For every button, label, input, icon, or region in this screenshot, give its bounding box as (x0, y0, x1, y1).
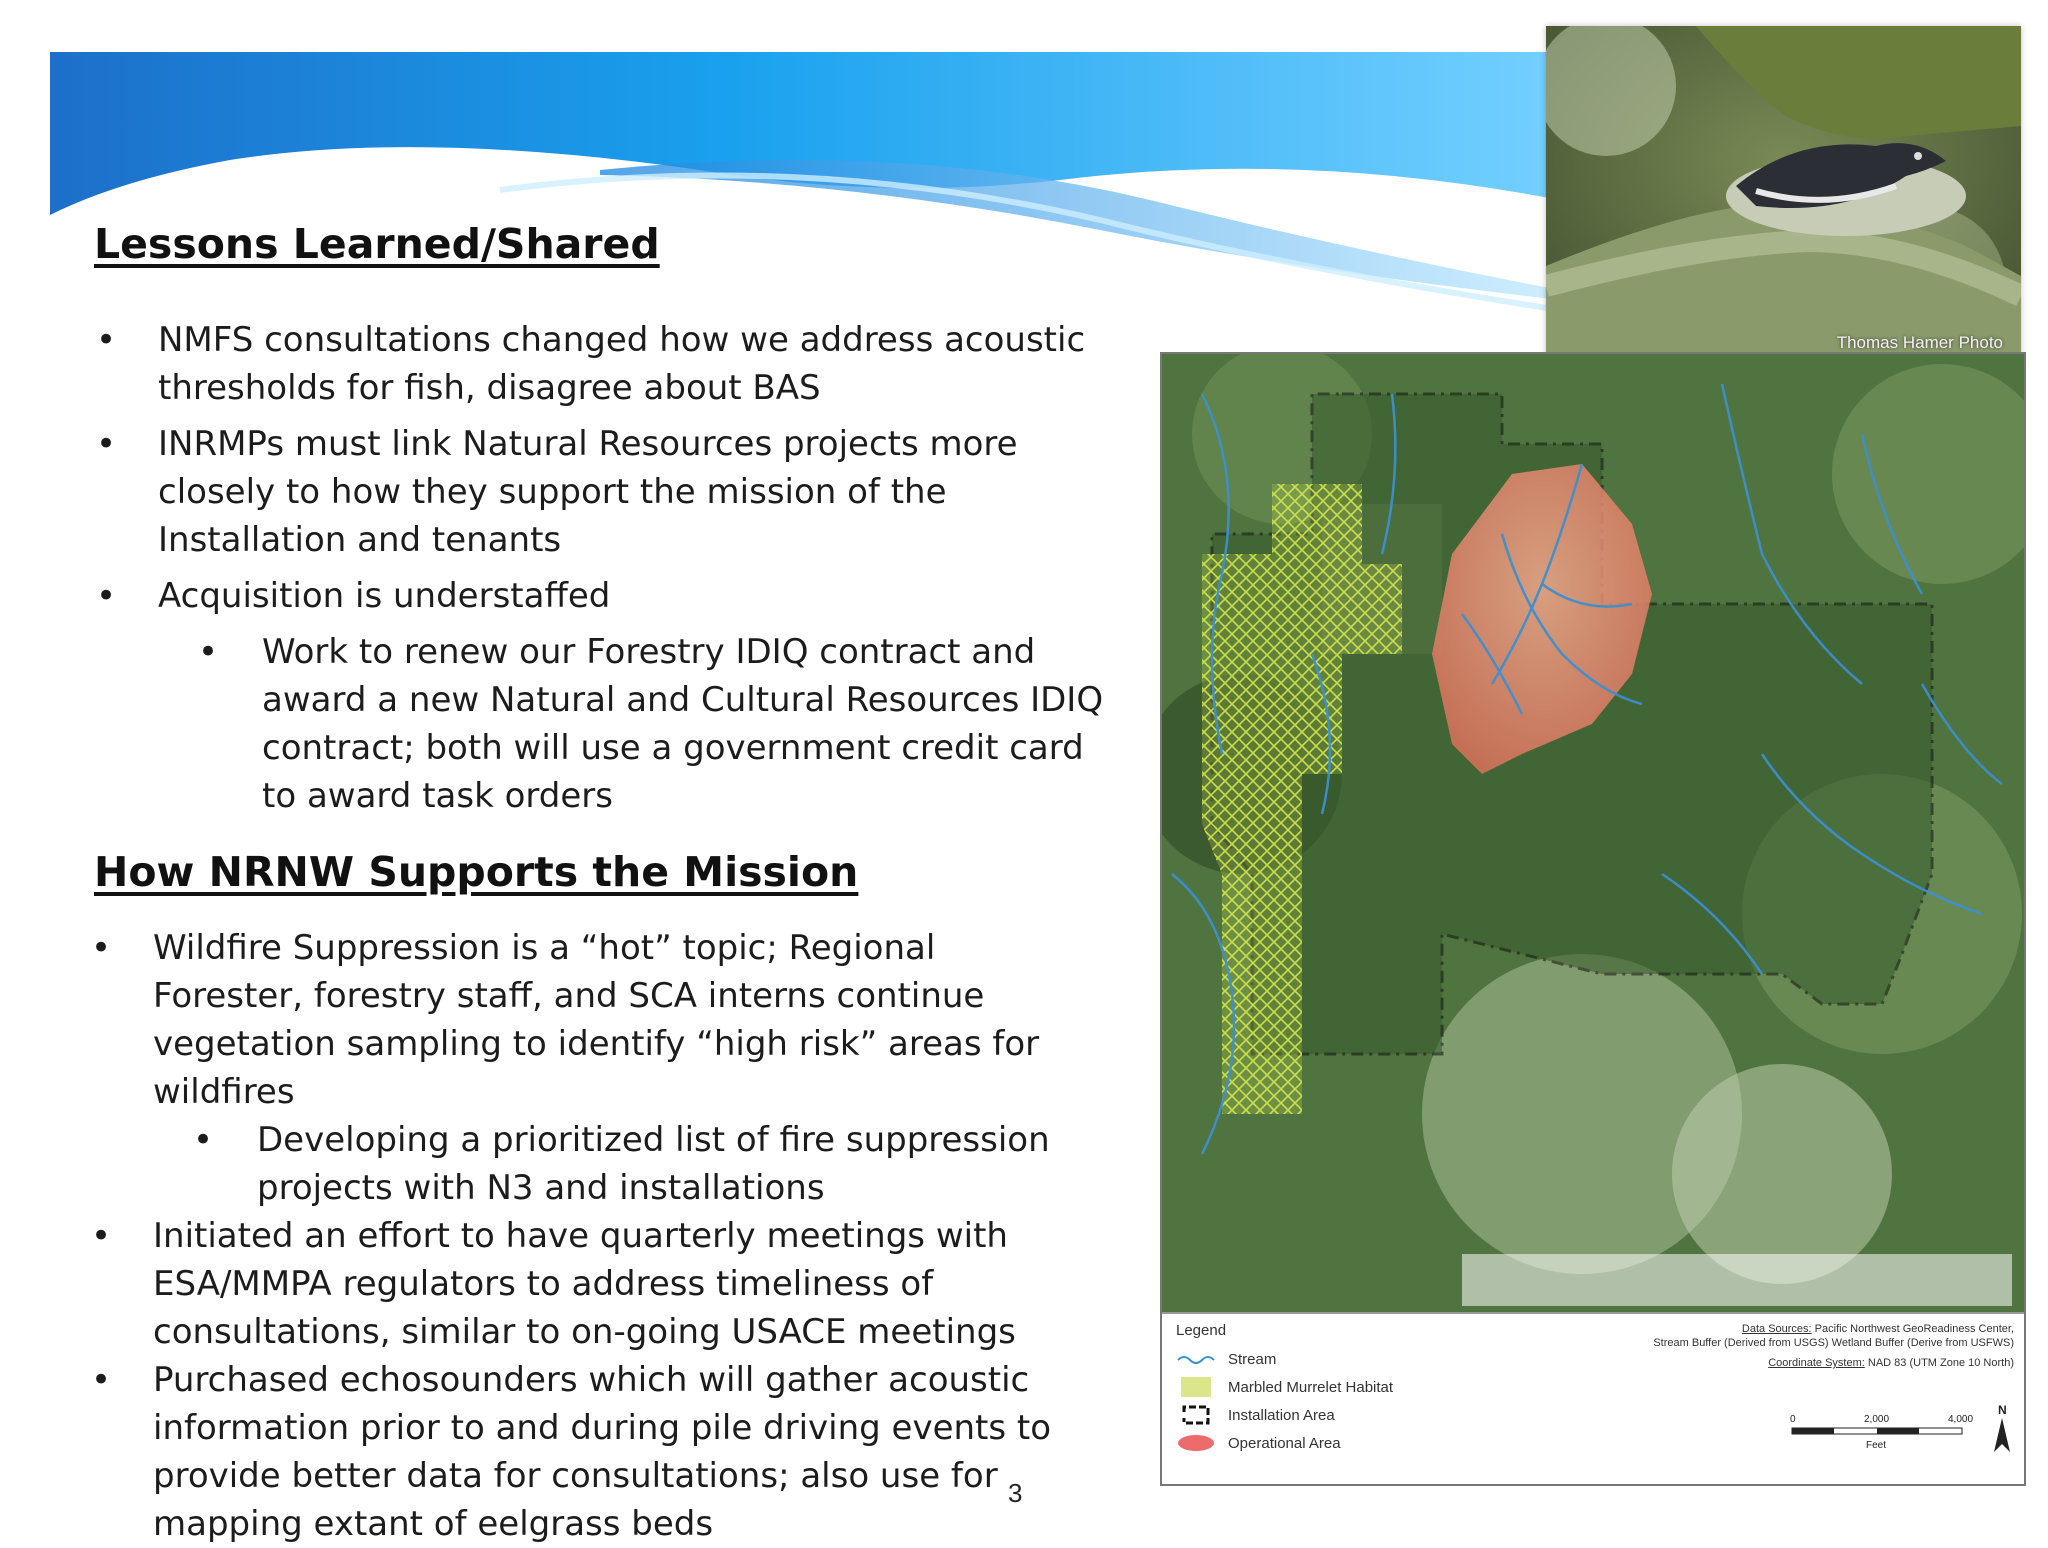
legend-title: Legend (1176, 1322, 1227, 1339)
scale-label-4000: 4,000 (1948, 1414, 1974, 1425)
section-heading-lessons: Lessons Learned/Shared (94, 220, 660, 268)
legend-label: Stream (1228, 1350, 1277, 1368)
mission-bullet-list (153, 924, 1093, 1548)
map-disclaimer (1462, 1254, 2012, 1306)
sub-bullet-item: • Work to renew our Forestry IDIQ contract and award a new Natural and Cultural Resources IDIQ contract; both will use a government credit card to award task orders (262, 628, 1118, 820)
photo-credit: Thomas Hamer Photo (1836, 333, 2003, 352)
bullet-item: • Initiated an effort to have quarterly meetings with ESA/MMPA regulators to address timeliness of consultations, similar to on-going USACE meetings (153, 1212, 1093, 1356)
stream-line-icon (1176, 1349, 1216, 1369)
legend-label: Installation Area (1228, 1406, 1335, 1424)
murrelet-photo (1546, 26, 2021, 361)
map-legend-panel (1162, 1312, 2024, 1486)
scale-label-2000: 2,000 (1864, 1414, 1890, 1425)
legend-item-habitat (1176, 1374, 1393, 1400)
legend-item-operational (1176, 1430, 1341, 1456)
section-heading-mission: How NRNW Supports the Mission (94, 848, 859, 896)
legend-label: Operational Area (1228, 1434, 1341, 1452)
scale-label-0: 0 (1790, 1414, 1796, 1425)
north-arrow-icon (1994, 1418, 2010, 1452)
installation-boundary-icon (1176, 1405, 1216, 1425)
bird-on-mossy-branch-image (1546, 26, 2021, 361)
bullet-item: • Acquisition is understaffed (158, 572, 1118, 620)
bullet-item: • INRMPs must link Natural Resources projects more closely to how they support the mission of the Installation and tenants (158, 420, 1118, 564)
installation-map (1160, 352, 2026, 1486)
legend-item-stream (1176, 1346, 1276, 1372)
data-sources-text: Pacific Northwest GeoReadiness Center, (1814, 1323, 2014, 1335)
bullet-item: • Purchased echosounders which will gather acoustic information prior to and during pile driving events to provide better data for consultations; also use for mapping extant of eelgrass beds (153, 1356, 1093, 1548)
habitat-hatch-icon (1176, 1377, 1216, 1397)
legend-label: Marbled Murrelet Habitat (1228, 1378, 1394, 1396)
map-scale-bar (1782, 1404, 2022, 1484)
lessons-bullet-list (158, 316, 1118, 820)
north-label: N (1998, 1404, 2007, 1417)
coordinate-text: NAD 83 (UTM Zone 10 North) (1867, 1357, 2014, 1369)
page-number: 3 (1008, 1478, 1023, 1508)
data-sources-label: Data Sources: (1741, 1323, 1812, 1335)
aerial-map-image (1162, 354, 2024, 1312)
operational-area-icon (1176, 1433, 1216, 1453)
data-sources-line2: Stream Buffer (Derived from USGS) Wetland Buffer (Derive from USFWS) (1653, 1337, 2014, 1349)
bullet-item: • NMFS consultations changed how we address acoustic thresholds for fish, disagree about BAS (158, 316, 1118, 412)
data-sources-line1 (1742, 1322, 2014, 1336)
coordinate-system (1768, 1356, 2014, 1370)
coordinate-label: Coordinate System: (1768, 1357, 1865, 1369)
sub-bullet-item: • Developing a prioritized list of fire suppression projects with N3 and installations (257, 1116, 1093, 1212)
bullet-item: • Wildfire Suppression is a “hot” topic; Regional Forester, forestry staff, and SCA interns continue vegetation sampling to identify “high risk” areas for wildfires (153, 924, 1093, 1116)
legend-item-installation (1176, 1402, 1335, 1428)
scale-unit: Feet (1866, 1440, 1887, 1451)
